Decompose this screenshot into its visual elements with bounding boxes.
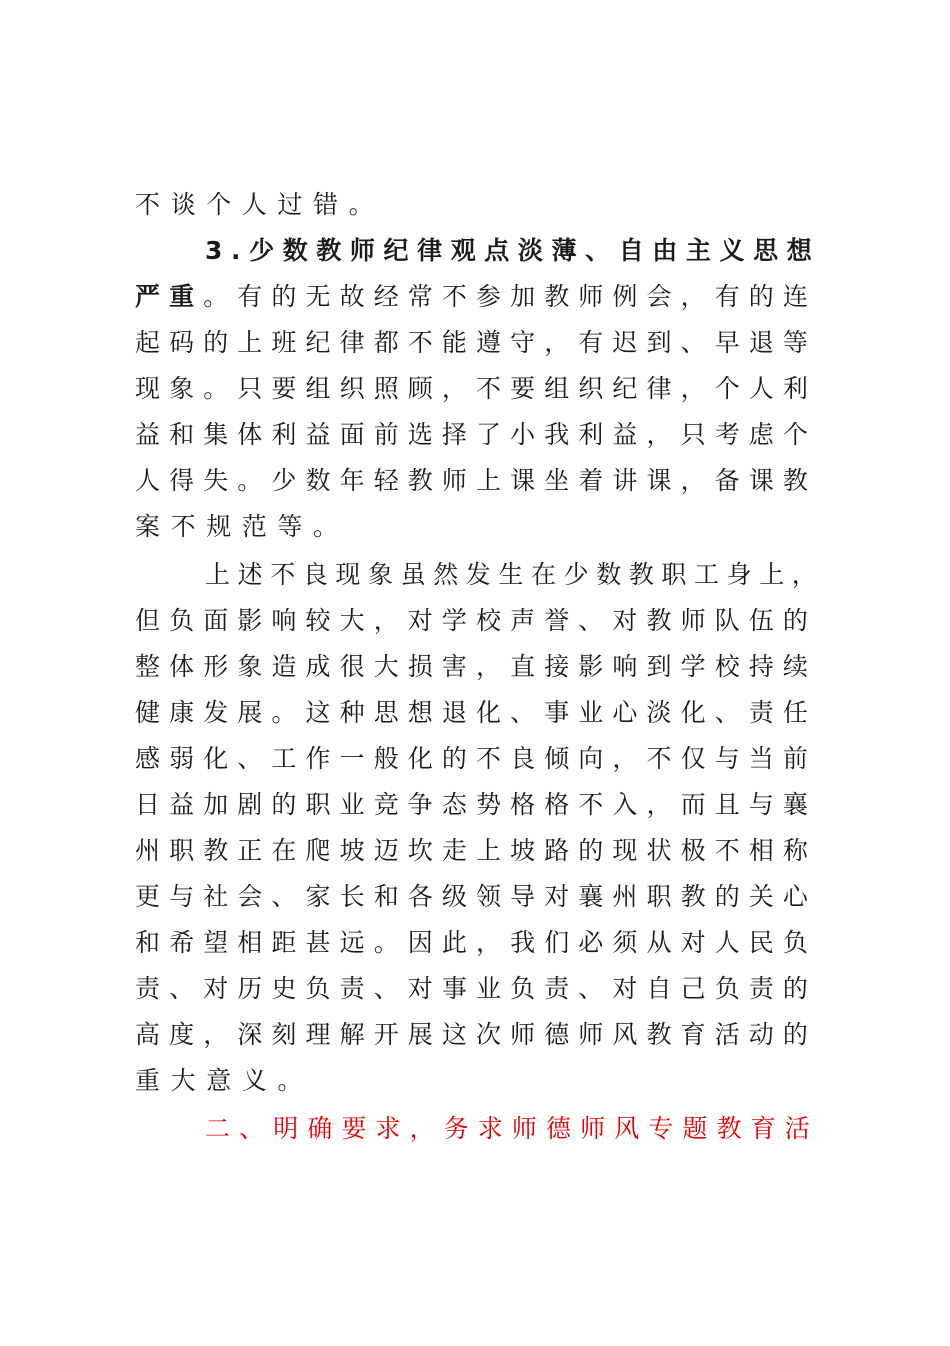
- paragraph-line: 日益加剧的职业竞争态势格格不入，而且与襄: [135, 790, 818, 819]
- paragraph-line: [135, 277, 825, 317]
- paragraph-line: 但负面影响较大，对学校声誉、对教师队伍的: [135, 606, 818, 635]
- paragraph-line: 案不规范等。: [135, 512, 349, 541]
- paragraph-line: 起码的上班纪律都不能遵守，有迟到、早退等: [135, 328, 818, 357]
- paragraph-line: 感弱化、工作一般化的不良倾向，不仅与当前: [135, 744, 818, 773]
- paragraph-text: 。有的无故经常不参加教师例会，有的连: [203, 282, 818, 311]
- paragraph-line: 人得失。少数年轻教师上课坐着讲课，备课教: [135, 466, 818, 495]
- heading-continuation: 严重: [135, 282, 204, 311]
- paragraph-line: 重大意义。: [135, 1066, 314, 1095]
- heading-text: 少数教师纪律观点淡薄、自由主义思想: [249, 236, 821, 265]
- paragraph-line: 上述不良现象虽然发生在少数教职工身上，: [205, 560, 825, 589]
- paragraph-line: 责、对历史负责、对事业负责、对自己负责的: [135, 974, 818, 1003]
- numbered-heading-line: [205, 231, 825, 271]
- paragraph-line: 不谈个人过错。: [135, 190, 385, 219]
- paragraph-line: 益和集体利益面前选择了小我利益，只考虑个: [135, 420, 818, 449]
- paragraph-line: 州职教正在爬坡迈坎走上坡路的现状极不相称: [135, 836, 818, 865]
- paragraph-line: 整体形象造成很大损害，直接影响到学校持续: [135, 652, 818, 681]
- section-heading: 二、明确要求，务求师德师风专题教育活: [205, 1114, 819, 1143]
- paragraph-line: 更与社会、家长和各级领导对襄州职教的关心: [135, 882, 818, 911]
- heading-number: 3.: [205, 236, 250, 265]
- paragraph-line: 现象。只要组织照顾，不要组织纪律，个人利: [135, 374, 818, 403]
- paragraph-line: 高度，深刻理解开展这次师德师风教育活动的: [135, 1020, 818, 1049]
- paragraph-line: 和希望相距甚远。因此，我们必须从对人民负: [135, 928, 818, 957]
- paragraph-line: 健康发展。这种思想退化、事业心淡化、责任: [135, 698, 818, 727]
